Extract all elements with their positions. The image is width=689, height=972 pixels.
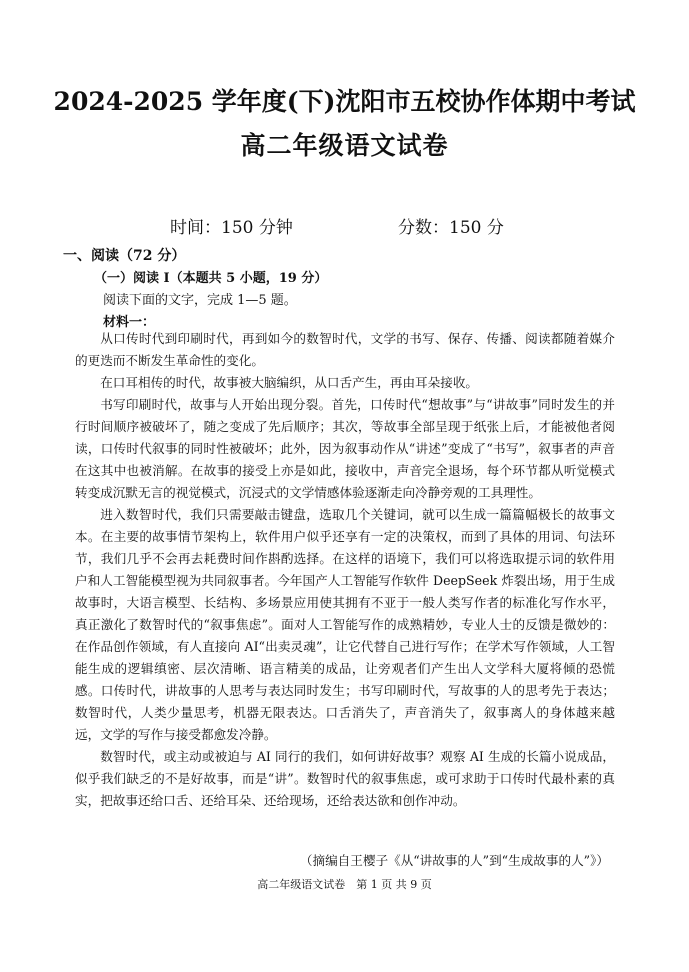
passage-body bbox=[75, 328, 615, 812]
section-heading: 一、阅读（72 分） bbox=[63, 248, 186, 264]
reading-instruction: 阅读下面的文字，完成 1—5 题。 bbox=[103, 293, 297, 308]
subsection-heading: （一）阅读 I（本题共 5 小题，19 分） bbox=[94, 271, 328, 286]
passage-paragraph: 进入数智时代，我们只需要敲击键盘，选取几个关键词，就可以生成一篇篇幅极长的故事文本。在主要的故事情节架构上，软件用户似乎还享有一定的决策权，而到了具体的用词、句法环节，我们几乎不会再去耗费时间作斟酌选择。在这样的语境下，我们可以将选取提示词的软件用户和人工智能模型视为共同叙事者。今年国产人工智能写作软件 DeepSeek 炸裂出场，用于生成故事时，大语言模型、长结构、多场景应用使其拥有不亚于一般人类写作者的标准化写作水平，真正激化了数智时代的“叙事焦虑”。面对人工智能写作的成熟精妙，专业人士的反馈是微妙的：在作品创作领域，有人直接向 AI“出卖灵魂”，让它代替自己进行写作；在学术写作领域，人工智能生成的逻辑缜密、层次清晰、语言精美的成品，让旁观者们产生出人文学科大厦将倾的恐慌感。口传时代，讲故事的人思考与表达同时发生；书写印刷时代，写故事的人的思考先于表达；数智时代，人类少量思考，机器无限表达。口舌消失了，声音消失了，叙事离人的身体越来越远，文学的写作与接受都愈发冷静。 bbox=[75, 507, 615, 742]
passage-paragraph: 书写印刷时代，故事与人开始出现分裂。首先，口传时代“想故事”与“讲故事”同时发生的并行时间顺序被破坏了，随之变成了先后顺序；其次，等故事全部呈现于纸张上后，才能被他者阅读，口传时代叙事的同时性被破坏；此外，因为叙事动作从“讲述”变成了“书写”，叙事者的声音在这其中也被消解。在故事的接受上亦是如此，接收中，声音完全退场，每个环节都从听觉模式转变成沉默无言的视觉模式，沉浸式的文学情感体验逐渐走向冷静旁观的工具理性。 bbox=[75, 397, 615, 500]
passage-source: （摘编自王樱子《从“讲故事的人”到“生成故事的人”》） bbox=[299, 853, 609, 868]
passage-paragraph: 数智时代，或主动或被迫与 AI 同行的我们，如何讲好故事？观察 AI 生成的长篇小说成品，似乎我们缺乏的不是好故事，而是“讲”。数智时代的叙事焦虑，或可求助于口传时代最朴素的真实，把故事还给口舌、还给耳朵、还给现场，还给表达欲和创作冲动。 bbox=[75, 749, 615, 808]
exam-time: 时间：150 分钟 bbox=[170, 218, 293, 238]
passage-paragraph: 在口耳相传的时代，故事被大脑编织，从口舌产生，再由耳朵接收。 bbox=[100, 375, 478, 390]
passage-paragraph: 从口传时代到印刷时代，再到如今的数智时代，文学的书写、保存、传播、阅读都随着媒介的更迭而不断发生革命性的变化。 bbox=[75, 331, 615, 368]
exam-subtitle: 高二年级语文试卷 bbox=[240, 131, 449, 160]
exam-title: 2024-2025 学年度(下)沈阳市五校协作体期中考试 bbox=[53, 87, 636, 116]
material-label: 材料一： bbox=[103, 315, 156, 330]
page-footer: 高二年级语文试卷 第 1 页 共 9 页 bbox=[257, 878, 432, 891]
exam-score: 分数：150 分 bbox=[398, 218, 504, 238]
